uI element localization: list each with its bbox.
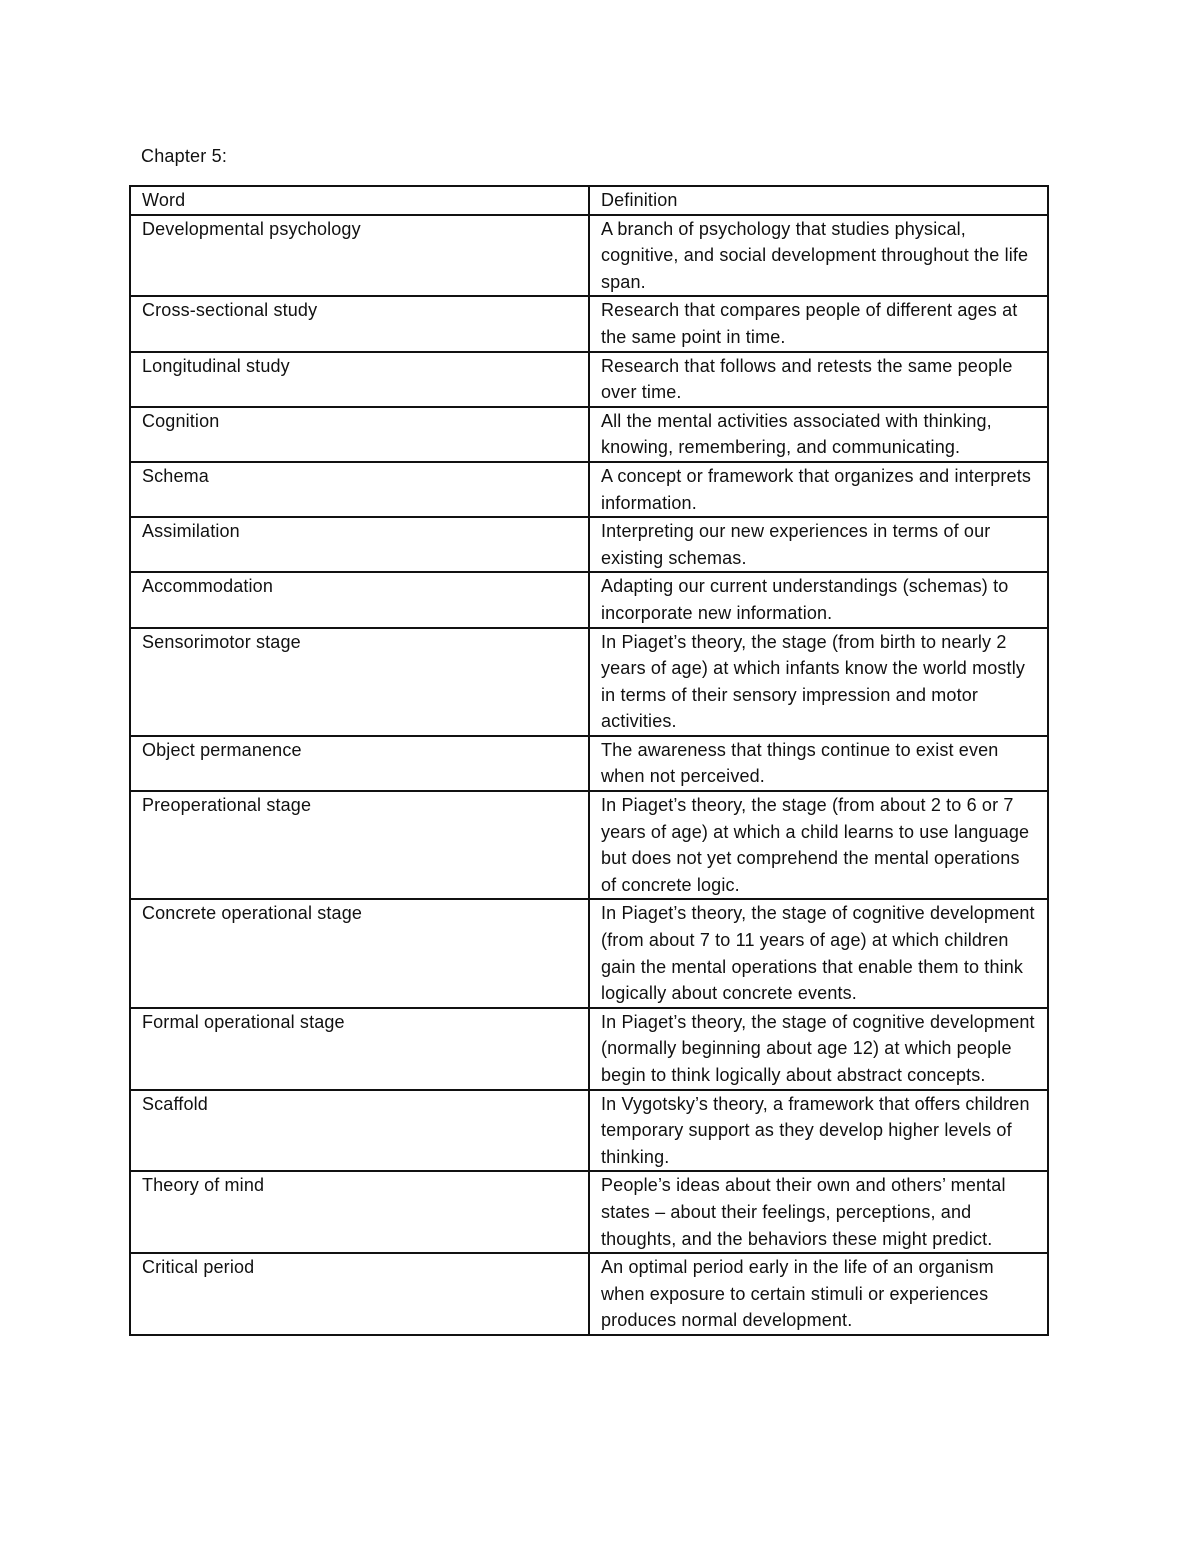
page-title: Chapter 5:: [141, 146, 228, 166]
table-row: [130, 352, 1048, 407]
definition-cell: All the mental activities associated with thinking, knowing, remembering, and communicating.: [589, 407, 1048, 462]
definition-column-header: Definition: [589, 186, 1048, 215]
term-cell: Longitudinal study: [130, 352, 589, 407]
table-row: [130, 1008, 1048, 1090]
vocabulary-table: [129, 185, 1049, 1336]
term-cell: Scaffold: [130, 1090, 589, 1172]
term-cell: Preoperational stage: [130, 791, 589, 899]
table-row: [130, 1171, 1048, 1253]
table-row: [130, 1253, 1048, 1335]
term-cell: Object permanence: [130, 736, 589, 791]
table-row: [130, 215, 1048, 297]
table-header-row: [130, 186, 1048, 215]
table-row: [130, 628, 1048, 736]
term-cell: Accommodation: [130, 572, 589, 627]
table-row: [130, 1090, 1048, 1172]
definition-cell: Research that follows and retests the same people over time.: [589, 352, 1048, 407]
table-row: [130, 296, 1048, 351]
table-row: [130, 462, 1048, 517]
table-row: [130, 517, 1048, 572]
definition-cell: Research that compares people of different ages at the same point in time.: [589, 296, 1048, 351]
term-cell: Cross-sectional study: [130, 296, 589, 351]
definition-cell: In Piaget’s theory, the stage of cognitive development (normally beginning about age 12) at which people begin to think logically about abstract concepts.: [589, 1008, 1048, 1090]
definition-cell: A branch of psychology that studies physical, cognitive, and social development throughout the life span.: [589, 215, 1048, 297]
table-row: [130, 736, 1048, 791]
definition-cell: Interpreting our new experiences in terms of our existing schemas.: [589, 517, 1048, 572]
definition-cell: People’s ideas about their own and others’ mental states – about their feelings, perceptions, and thoughts, and the behaviors these might predict.: [589, 1171, 1048, 1253]
term-cell: Assimilation: [130, 517, 589, 572]
definition-cell: Adapting our current understandings (schemas) to incorporate new information.: [589, 572, 1048, 627]
table-row: [130, 899, 1048, 1007]
term-cell: Developmental psychology: [130, 215, 589, 297]
definition-cell: In Piaget’s theory, the stage (from about 2 to 6 or 7 years of age) at which a child learns to use language but does not yet comprehend the mental operations of concrete logic.: [589, 791, 1048, 899]
definition-cell: The awareness that things continue to exist even when not perceived.: [589, 736, 1048, 791]
term-cell: Critical period: [130, 1253, 589, 1335]
definition-cell: In Vygotsky’s theory, a framework that offers children temporary support as they develop higher levels of thinking.: [589, 1090, 1048, 1172]
term-cell: Formal operational stage: [130, 1008, 589, 1090]
term-cell: Schema: [130, 462, 589, 517]
table-row: [130, 407, 1048, 462]
term-cell: Cognition: [130, 407, 589, 462]
term-cell: Concrete operational stage: [130, 899, 589, 1007]
definition-cell: In Piaget’s theory, the stage of cognitive development (from about 7 to 11 years of age) at which children gain the mental operations that enable them to think logically about concrete events.: [589, 899, 1048, 1007]
word-column-header: Word: [130, 186, 589, 215]
term-cell: Sensorimotor stage: [130, 628, 589, 736]
table-row: [130, 791, 1048, 899]
term-cell: Theory of mind: [130, 1171, 589, 1253]
definition-cell: An optimal period early in the life of an organism when exposure to certain stimuli or experiences produces normal development.: [589, 1253, 1048, 1335]
definition-cell: In Piaget’s theory, the stage (from birth to nearly 2 years of age) at which infants know the world mostly in terms of their sensory impression and motor activities.: [589, 628, 1048, 736]
definition-cell: A concept or framework that organizes and interprets information.: [589, 462, 1048, 517]
table-row: [130, 572, 1048, 627]
